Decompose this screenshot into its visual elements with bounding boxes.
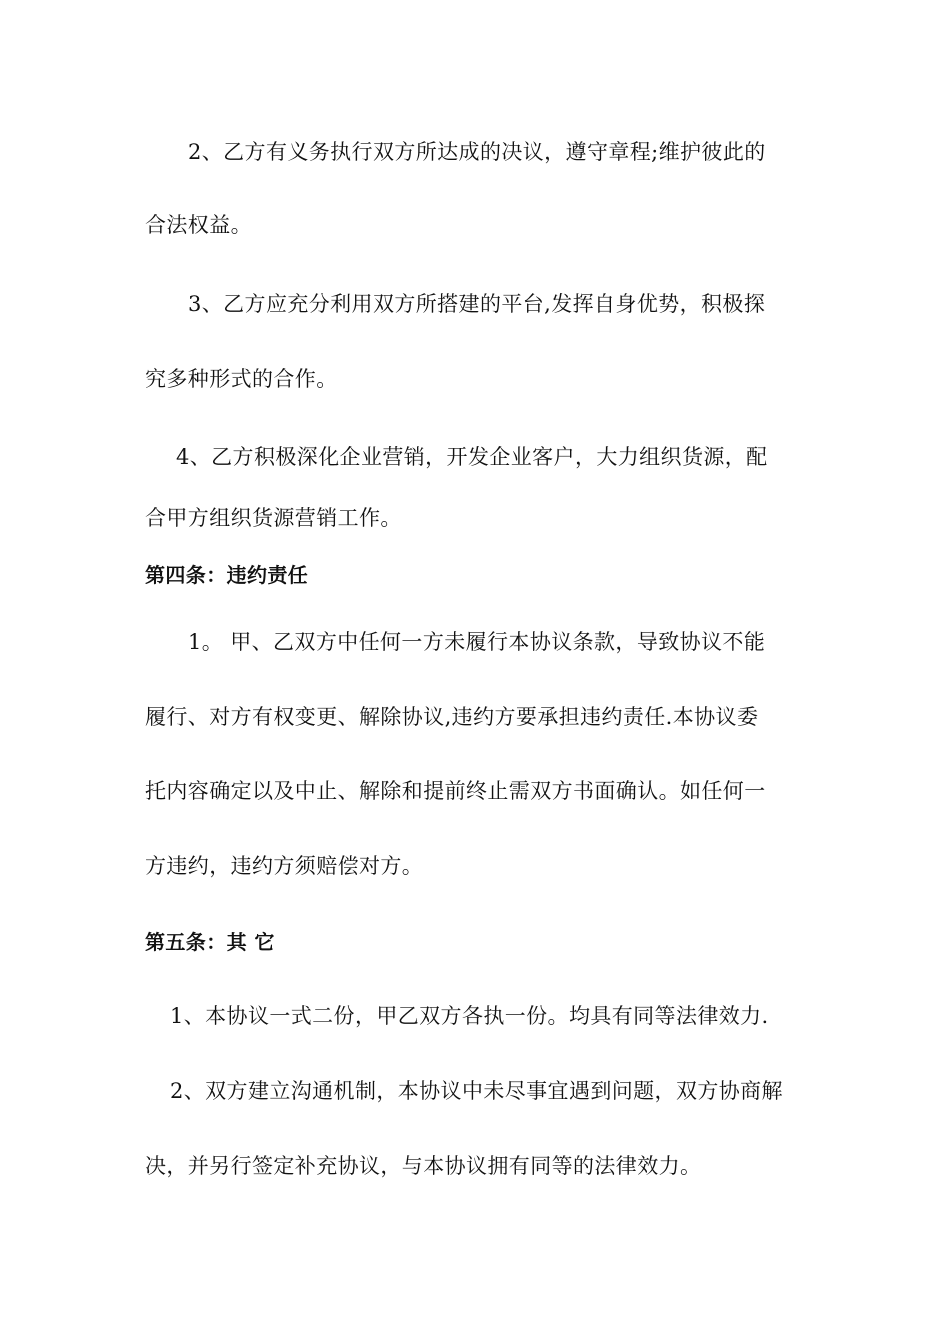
paragraph-line: 合甲方组织货源营销工作。 — [145, 506, 402, 530]
paragraph-line: 究多种形式的合作。 — [145, 367, 338, 391]
paragraph-line: 1。 甲、乙双方中任何一方未履行本协议条款，导致协议不能 — [188, 630, 766, 654]
paragraph-line: 2、乙方有义务执行双方所达成的决议，遵守章程;维护彼此的 — [188, 140, 766, 164]
paragraph-line: 方违约，违约方须赔偿对方。 — [145, 854, 424, 878]
section-heading: 第四条：违约责任 — [145, 563, 309, 587]
section-heading: 第五条：其 它 — [145, 930, 275, 954]
paragraph-line: 合法权益。 — [145, 213, 252, 237]
paragraph-line: 托内容确定以及中止、解除和提前终止需双方书面确认。如任何一 — [145, 779, 766, 803]
paragraph-line: 2、双方建立沟通机制，本协议中未尽事宜遇到问题，双方协商解 — [170, 1079, 783, 1103]
paragraph-line: 4、乙方积极深化企业营销，开发企业客户，大力组织货源，配 — [176, 445, 768, 469]
paragraph-line: 履行、对方有权变更、解除协议,违约方要承担违约责任.本协议委 — [145, 705, 759, 729]
paragraph-line: 1、本协议一式二份，甲乙双方各执一份。均具有同等法律效力. — [170, 1004, 769, 1028]
paragraph-line: 3、乙方应充分利用双方所搭建的平台,发挥自身优势，积极探 — [188, 292, 766, 316]
paragraph-line: 决，并另行签定补充协议，与本协议拥有同等的法律效力。 — [145, 1154, 702, 1178]
